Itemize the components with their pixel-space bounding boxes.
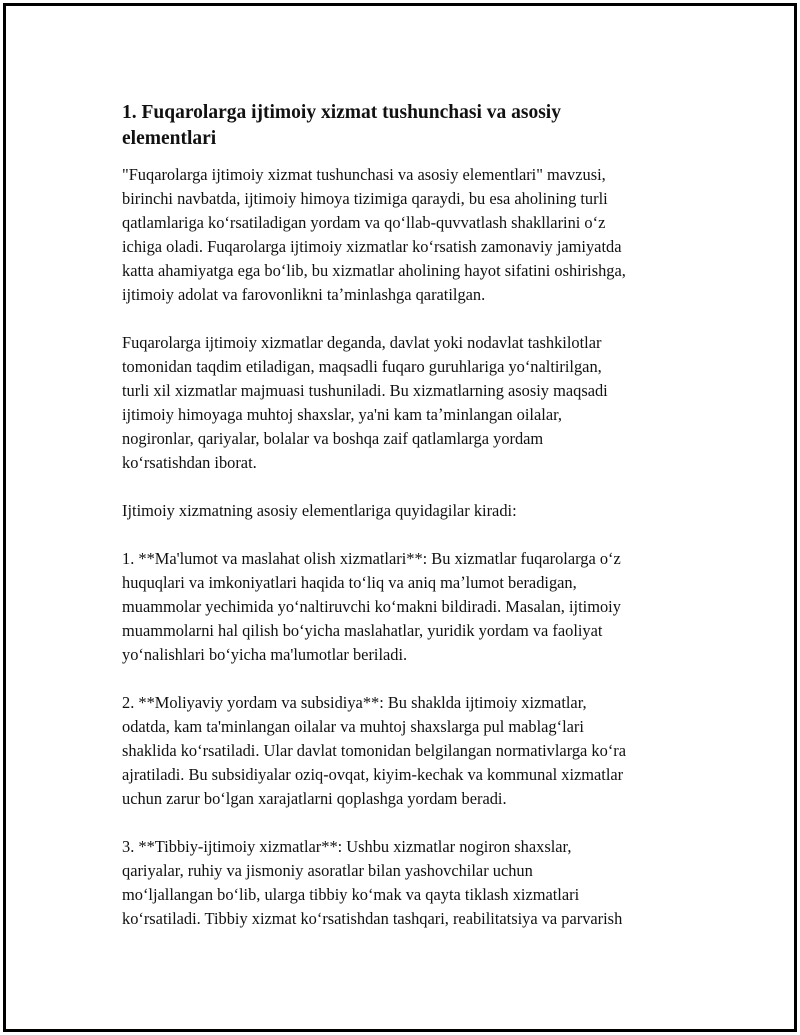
title-line: elementlari [122,128,217,149]
text-line: odatda, kam ta'minlangan oilalar va muhtoj shaxslarga pul mablagʻlari [122,717,584,736]
text-line: ichiga oladi. Fuqarolarga ijtimoiy xizmatlar koʻrsatish zamonaviy jamiyatda [122,237,622,256]
text-line: moʻljallangan boʻlib, ularga tibbiy koʻmak va qayta tiklash xizmatlari [122,885,580,904]
text-line: ijtimoiy himoyaga muhtoj shaxslar, ya'ni kam taʼminlangan oilalar, [122,405,562,424]
paragraph-definition [122,331,702,475]
text-line: ajratiladi. Bu subsidiyalar oziq-ovqat, kiyim-kechak va kommunal xizmatlar [122,765,624,784]
text-line: muammolar yechimida yoʻnaltiruvchi koʻmakni bildiradi. Masalan, ijtimoiy [122,597,621,616]
text-line: 2. **Moliyaviy yordam va subsidiya**: Bu shaklda ijtimoiy xizmatlar, [122,693,587,712]
text-line: uchun zarur boʻlgan xarajatlarni qoplashga yordam beradi. [122,789,507,808]
section-title [122,100,642,152]
text-line: koʻrsatiladi. Tibbiy xizmat koʻrsatishdan tashqari, reabilitatsiya va parvarish [122,909,623,928]
page-frame [3,3,797,1032]
list-item-1 [122,547,702,667]
text-line: Fuqarolarga ijtimoiy xizmatlar deganda, davlat yoki nodavlat tashkilotlar [122,333,602,352]
text-line: katta ahamiyatga ega boʻlib, bu xizmatlar aholining hayot sifatini oshirishga, [122,261,626,280]
text-line: yoʻnalishlari boʻyicha ma'lumotlar beriladi. [122,645,408,664]
title-line: 1. Fuqarolarga ijtimoiy xizmat tushunchasi va asosiy [122,102,561,123]
text-line: qariyalar, ruhiy va jismoniy asoratlar bilan yashovchilar uchun [122,861,533,880]
text-line: nogironlar, qariyalar, bolalar va boshqa zaif qatlamlarga yordam [122,429,544,448]
text-line: turli xil xizmatlar majmuasi tushuniladi. Bu xizmatlarning asosiy maqsadi [122,381,608,400]
text-line: ijtimoiy adolat va farovonlikni taʼminlashga qaratilgan. [122,285,486,304]
text-line: shaklida koʻrsatiladi. Ular davlat tomonidan belgilangan normativlarga koʻra [122,741,627,760]
text-line: huquqlari va imkoniyatlari haqida toʻliq va aniq maʼlumot beradigan, [122,573,577,592]
document-body [122,100,702,955]
text-line: koʻrsatishdan iborat. [122,453,257,472]
paragraph-intro [122,163,702,307]
list-item-3 [122,835,702,931]
text-line: Ijtimoiy xizmatning asosiy elementlariga quyidagilar kiradi: [122,501,517,520]
text-line: qatlamlariga koʻrsatiladigan yordam va qoʻllab-quvvatlash shakllarini oʻz [122,213,606,232]
list-item-2 [122,691,702,811]
text-line: muammolarni hal qilish boʻyicha maslahatlar, yuridik yordam va faoliyat [122,621,603,640]
text-line: "Fuqarolarga ijtimoiy xizmat tushunchasi va asosiy elementlari" mavzusi, [122,165,606,184]
text-line: birinchi navbatda, ijtimoiy himoya tizimiga qaraydi, bu esa aholining turli [122,189,608,208]
text-line: 1. **Ma'lumot va maslahat olish xizmatlari**: Bu xizmatlar fuqarolarga oʻz [122,549,621,568]
text-line: tomonidan taqdim etiladigan, maqsadli fuqaro guruhlariga yoʻnaltirilgan, [122,357,602,376]
paragraph-elements-intro [122,499,702,523]
text-line: 3. **Tibbiy-ijtimoiy xizmatlar**: Ushbu xizmatlar nogiron shaxslar, [122,837,572,856]
